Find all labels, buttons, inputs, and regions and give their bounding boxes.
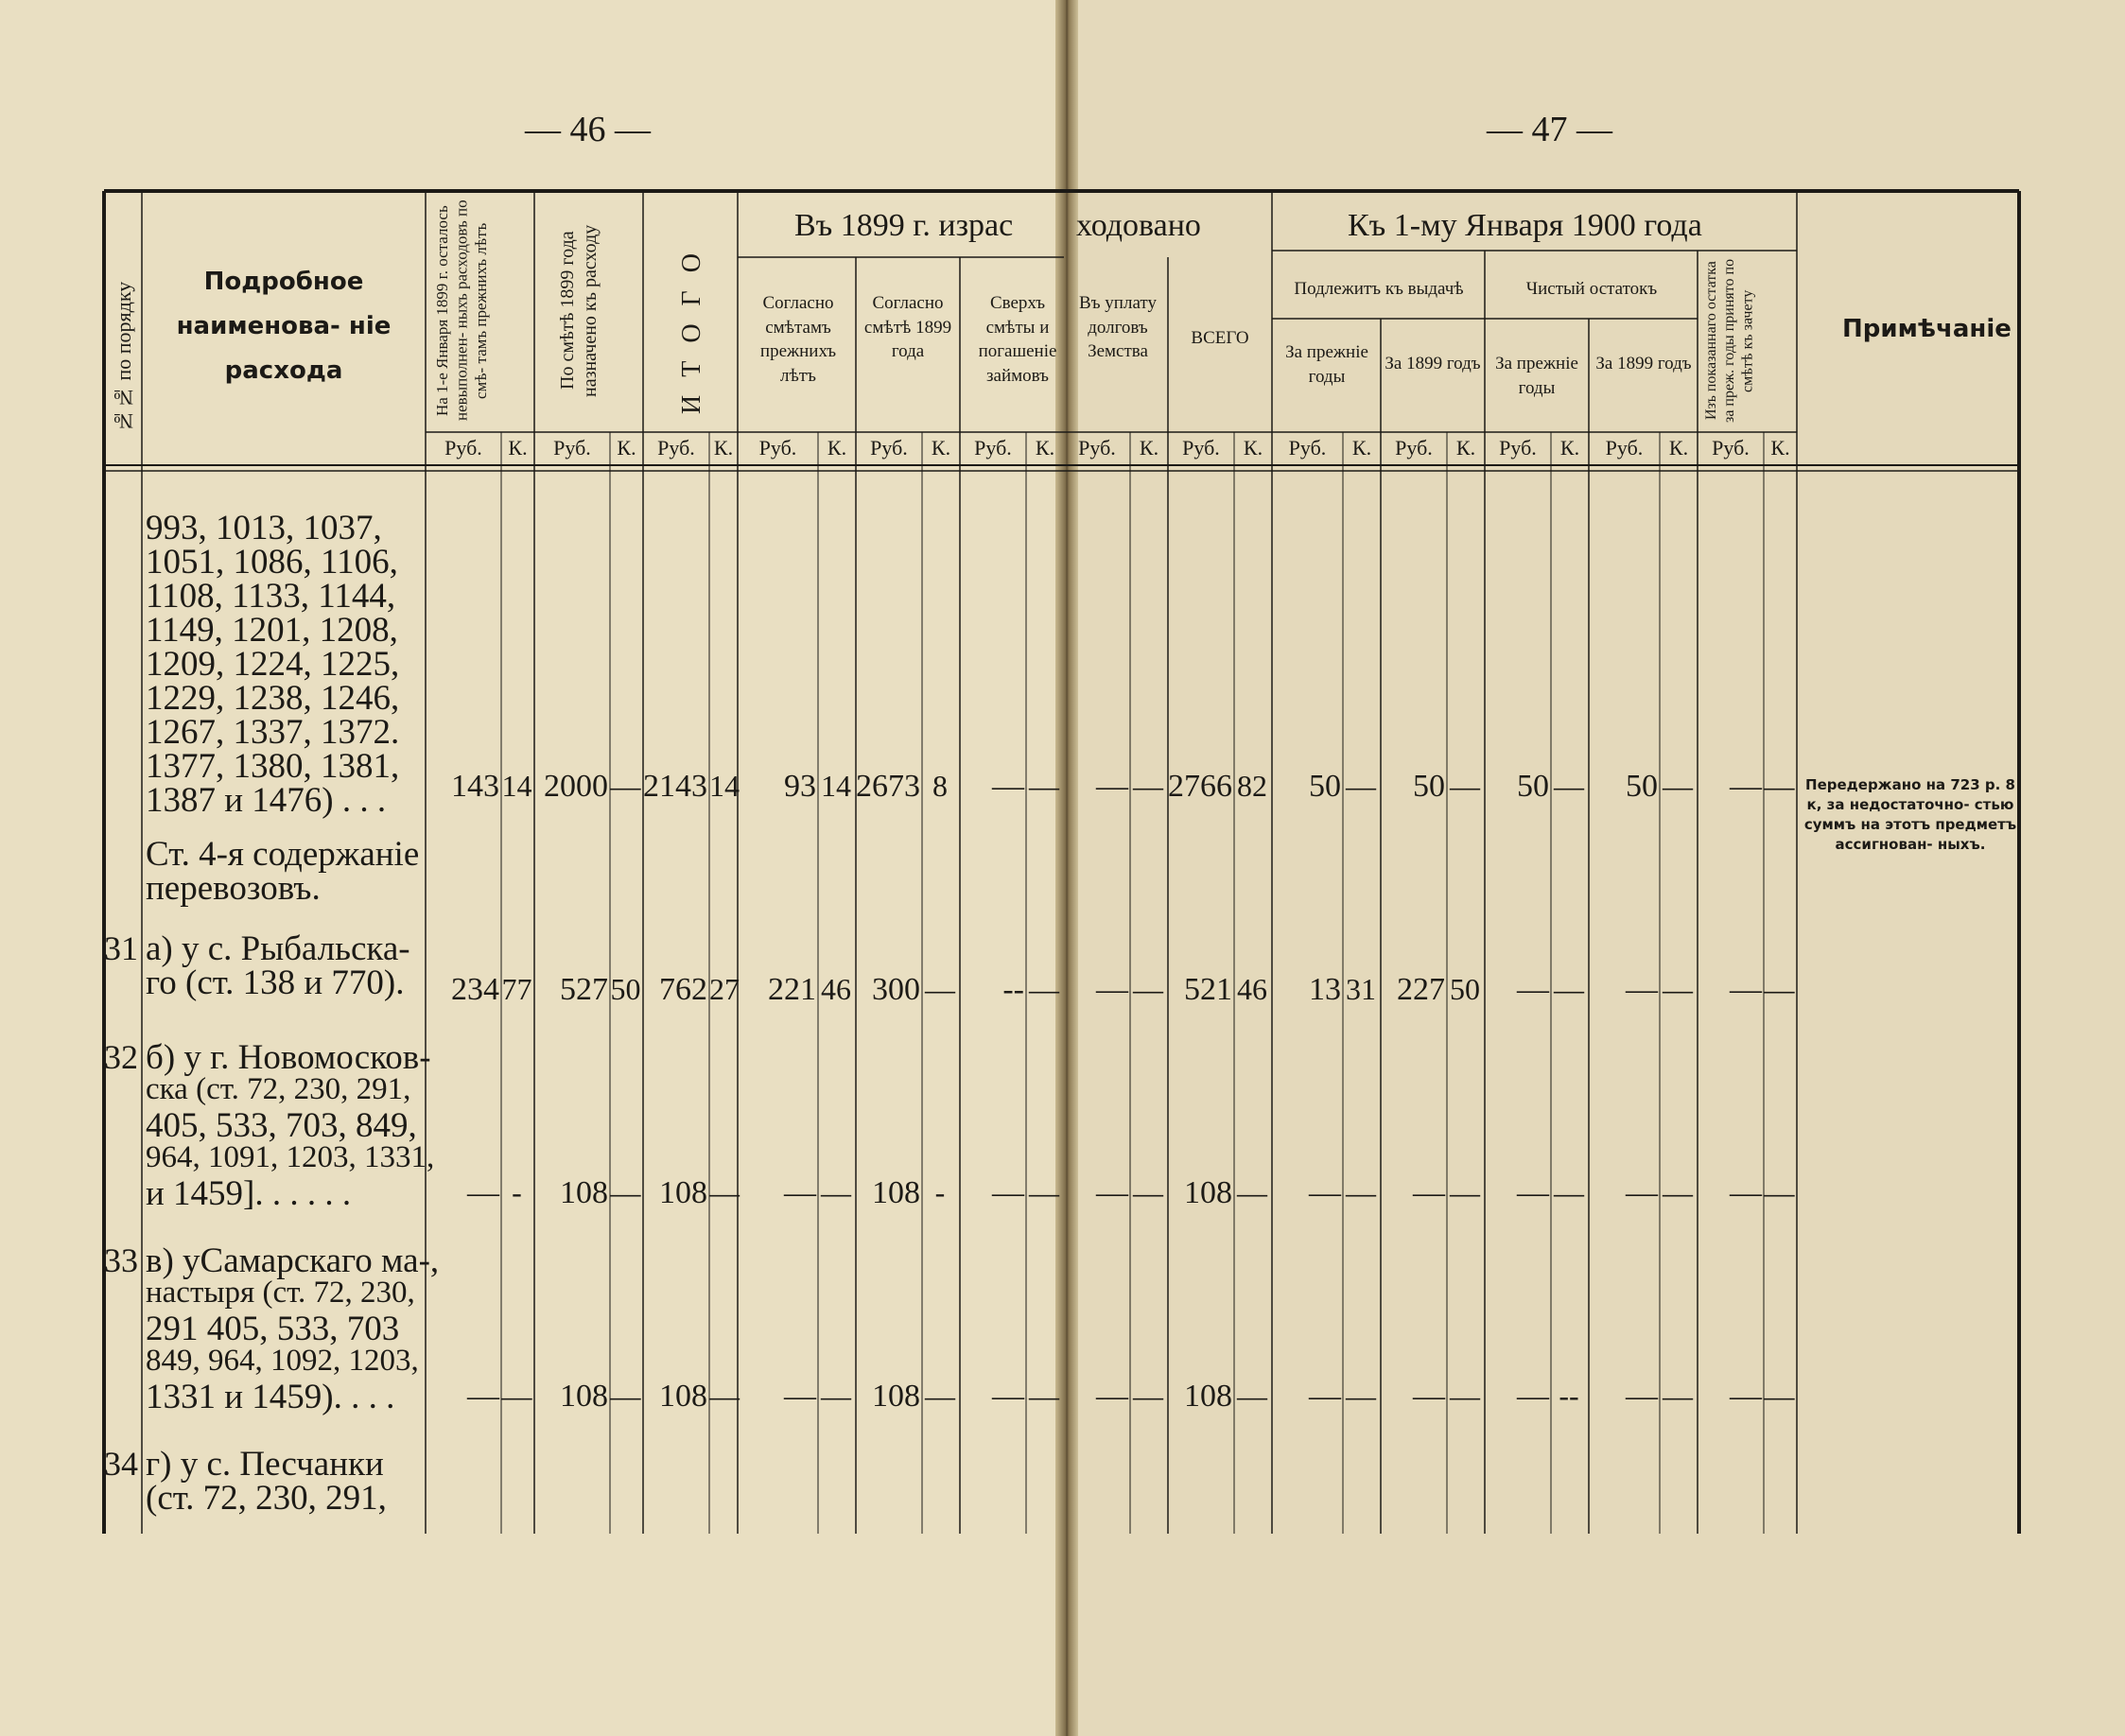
unit-rub: Руб.	[1712, 436, 1750, 460]
unit-rub: Руб.	[657, 436, 695, 460]
value-cell: —	[1554, 1175, 1584, 1209]
value-cell: —	[610, 769, 641, 803]
unit-kop: К.	[1668, 436, 1689, 460]
value-cell: 2000	[544, 769, 608, 804]
value-cell: —	[467, 1175, 499, 1210]
value-cell: —	[1096, 972, 1128, 1007]
unit-rub: Руб.	[870, 436, 908, 460]
value-cell: 50	[1309, 769, 1341, 804]
value-cell: 527	[560, 972, 608, 1007]
value-cell: —	[1413, 1175, 1445, 1210]
value-cell: 50	[1450, 972, 1480, 1006]
row-name-line: в) уСамарскаго ма-,	[146, 1241, 440, 1280]
value-cell: —	[501, 1379, 532, 1413]
header-accepted: Изъ показаннаго остатка за преж. годы принято по смѣтѣ къ зачету	[1703, 258, 1756, 424]
value-cell: —	[1029, 1379, 1059, 1413]
row-name-line: 405, 533, 703, 849,	[146, 1106, 417, 1145]
row-name-line: настыря (ст. 72, 230,	[146, 1276, 415, 1310]
page-number-right: — 47 —	[1487, 110, 1612, 149]
value-cell: —	[1517, 1175, 1549, 1210]
header-1899-a: За 1899 годъ	[1385, 354, 1481, 373]
unit-rub: Руб.	[1288, 436, 1327, 460]
value-cell: —	[709, 1175, 740, 1209]
value-cell: —	[1554, 769, 1584, 803]
row-number: 33	[104, 1241, 138, 1279]
value-cell: —	[1237, 1175, 1267, 1209]
row-name-line: перевозовъ.	[146, 869, 321, 908]
page-number-left: — 46 —	[525, 110, 651, 149]
value-cell: 108	[659, 1175, 707, 1210]
unit-kop: К.	[1455, 436, 1476, 460]
row-name-line: а) у с. Рыбальска-	[146, 929, 410, 968]
value-cell: —	[925, 1379, 955, 1413]
value-cell: 521	[1184, 972, 1232, 1007]
value-cell: —	[1096, 769, 1128, 804]
unit-rub: Руб.	[1078, 436, 1116, 460]
value-cell: 143	[451, 769, 499, 804]
row-name-line: 1377, 1380, 1381,	[146, 747, 400, 786]
value-cell: —	[821, 1175, 851, 1209]
value-cell: 108	[1184, 1175, 1232, 1210]
row-name-line: 1149, 1201, 1208,	[146, 611, 398, 650]
value-cell: 46	[1237, 972, 1267, 1006]
row-name-line: 1209, 1224, 1225,	[146, 645, 400, 684]
unit-rub: Руб.	[758, 436, 797, 460]
value-cell: —	[1029, 972, 1059, 1006]
value-cell: 14	[709, 769, 740, 803]
value-cell: 108	[872, 1379, 920, 1414]
value-cell: —	[1133, 1379, 1163, 1413]
header-net-balance: Чистый остатокъ	[1525, 279, 1658, 299]
unit-kop: К.	[827, 436, 847, 460]
value-cell: —	[1346, 1175, 1376, 1209]
header-spent-left: Въ 1899 г. израс	[794, 208, 1014, 243]
value-cell: —	[1133, 972, 1163, 1006]
row-name-line: 1051, 1086, 1106,	[146, 543, 398, 582]
row-name-line: и 1459]. . . . . .	[146, 1174, 352, 1213]
header-total: И Т О Г О	[677, 248, 706, 414]
value-cell: —	[1346, 1379, 1376, 1413]
value-cell: 31	[1346, 972, 1376, 1006]
value-cell: -	[934, 1175, 946, 1209]
unit-rub: Руб.	[974, 436, 1012, 460]
value-cell: —	[1764, 1175, 1795, 1209]
value-cell: —	[1346, 769, 1376, 803]
value-cell: —	[992, 1379, 1024, 1414]
header-name: Подробное наименова- ніе расхода	[176, 268, 392, 385]
value-cell: 108	[659, 1379, 707, 1414]
value-cell: —	[1029, 1175, 1059, 1209]
value-cell: 50	[610, 972, 641, 1006]
value-cell: —	[1133, 1175, 1163, 1209]
row-name-line: 1387 и 1476) . . .	[146, 781, 387, 820]
value-cell: 2766	[1168, 769, 1232, 804]
row-name-line: г) у с. Песчанки	[146, 1445, 384, 1484]
value-cell: 77	[501, 972, 532, 1006]
header-prev-years-a: За прежніе годы	[1285, 342, 1368, 387]
value-cell: —	[1663, 972, 1693, 1006]
unit-rub: Руб.	[1182, 436, 1220, 460]
value-cell: —	[1626, 1175, 1658, 1210]
header-all: ВСЕГО	[1191, 328, 1249, 348]
row-name-line: (ст. 72, 230, 291,	[146, 1479, 387, 1518]
value-cell: —	[1730, 1175, 1762, 1210]
value-cell: -	[512, 1175, 522, 1209]
value-cell: —	[1450, 1379, 1480, 1413]
value-cell: —	[1764, 1379, 1795, 1413]
value-cell: —	[992, 1175, 1024, 1210]
unit-kop: К.	[1139, 436, 1159, 460]
row-note: Передержано на 723 р. 8 к, за недостаточно- стью суммъ на этотъ предметъ ассигнован- ныхъ.	[1803, 776, 2017, 853]
value-cell: —	[1626, 1379, 1658, 1414]
row-number: 34	[104, 1445, 138, 1483]
value-cell: 108	[560, 1379, 608, 1414]
row-name-line: ска (ст. 72, 230, 291,	[146, 1072, 411, 1106]
value-cell: 14	[501, 769, 532, 803]
unit-rub: Руб.	[1499, 436, 1537, 460]
value-cell: —	[1237, 1379, 1267, 1413]
value-cell: —	[1663, 1175, 1693, 1209]
value-cell: 221	[768, 972, 816, 1007]
value-cell: —	[925, 972, 955, 1006]
value-cell: 27	[709, 972, 740, 1006]
row-number: 32	[104, 1038, 138, 1076]
unit-kop: К.	[1559, 436, 1580, 460]
value-cell: 46	[821, 972, 851, 1006]
value-cell: 762	[659, 972, 707, 1007]
value-cell: 50	[1413, 769, 1445, 804]
value-cell: —	[1413, 1379, 1445, 1414]
header-debts: Въ уплату долговъ Земства	[1079, 293, 1157, 362]
value-cell: —	[821, 1379, 851, 1413]
value-cell: 50	[1626, 769, 1658, 804]
value-cell: —	[1517, 1379, 1549, 1414]
unit-rub: Руб.	[1605, 436, 1644, 460]
value-cell: —	[1764, 769, 1795, 803]
row-name-line: 993, 1013, 1037,	[146, 509, 382, 547]
value-cell: —	[610, 1175, 641, 1209]
unit-kop: К.	[1351, 436, 1372, 460]
value-cell: —	[467, 1379, 499, 1414]
row-name-line: 1331 и 1459). . . .	[146, 1378, 395, 1416]
value-cell: --	[1559, 1379, 1579, 1413]
value-cell: 108	[560, 1175, 608, 1210]
value-cell: 13	[1309, 972, 1341, 1007]
value-cell: —	[709, 1379, 740, 1413]
value-cell: —	[610, 1379, 641, 1413]
header-estimate-1899: Согласно смѣтѣ 1899 года	[863, 293, 952, 362]
unit-kop: К.	[931, 436, 951, 460]
unit-rub: Руб.	[553, 436, 591, 460]
row-name-line: 964, 1091, 1203, 1331,	[146, 1140, 435, 1174]
value-cell: 2143	[643, 769, 707, 804]
value-cell: —	[1096, 1175, 1128, 1210]
value-cell: 227	[1397, 972, 1445, 1007]
value-cell: —	[1450, 1175, 1480, 1209]
value-cell: —	[1309, 1379, 1341, 1414]
value-cell: 8	[932, 769, 948, 803]
value-cell: —	[1663, 769, 1693, 803]
unit-kop: К.	[1770, 436, 1790, 460]
row-name-line: 1267, 1337, 1372.	[146, 713, 400, 752]
value-cell: —	[1626, 972, 1658, 1007]
value-cell: —	[1517, 972, 1549, 1007]
row-name-line: 849, 964, 1092, 1203,	[146, 1344, 419, 1378]
header-to-pay: Подлежитъ къ выдачѣ	[1294, 279, 1464, 299]
row-name-line: Ст. 4-я содержаніе	[146, 835, 420, 874]
row-number: 31	[104, 929, 138, 967]
row-name-line: б) у г. Новомосков-	[146, 1038, 431, 1077]
value-cell: —	[1730, 972, 1762, 1007]
header-1899-b: За 1899 годъ	[1595, 354, 1692, 373]
value-cell: 82	[1237, 769, 1267, 803]
value-cell: 234	[451, 972, 499, 1007]
row-name-line: го (ст. 138 и 770).	[146, 963, 405, 1002]
value-cell: —	[1554, 972, 1584, 1006]
value-cell: —	[1096, 1379, 1128, 1414]
row-name-line: 291 405, 533, 703	[146, 1310, 400, 1348]
value-cell: —	[992, 769, 1024, 804]
value-cell: —	[1450, 769, 1480, 803]
value-cell: 108	[1184, 1379, 1232, 1414]
value-cell: 108	[872, 1175, 920, 1210]
value-cell: —	[1764, 972, 1795, 1006]
value-cell: --	[1002, 972, 1024, 1007]
header-remaining: На 1-е Января 1899 г. осталось невыполнен- ныхъ расходовъ по смѣ- тамъ прежнихъ лѣтъ	[433, 200, 490, 422]
header-prev-years-b: За прежніе годы	[1495, 354, 1578, 398]
unit-kop: К.	[713, 436, 734, 460]
value-cell: 300	[872, 972, 920, 1007]
unit-kop: К.	[508, 436, 528, 460]
value-cell: 2673	[856, 769, 920, 804]
unit-kop: К.	[1035, 436, 1055, 460]
value-cell: —	[1663, 1379, 1693, 1413]
value-cell: 50	[1517, 769, 1549, 804]
header-jan-1900: Къ 1-му Января 1900 года	[1348, 208, 1702, 243]
value-cell: —	[1730, 769, 1762, 804]
unit-kop: К.	[1243, 436, 1263, 460]
row-name-line: 1229, 1238, 1246,	[146, 679, 400, 718]
unit-rub: Руб.	[1395, 436, 1433, 460]
header-spent-right: ходовано	[1076, 208, 1201, 243]
value-cell: —	[784, 1175, 816, 1210]
value-cell: 93	[784, 769, 816, 804]
value-cell: —	[1029, 769, 1059, 803]
header-note: Примѣчаніе	[1842, 315, 2012, 343]
value-cell: —	[1133, 769, 1163, 803]
header-over-estimate: Сверхъ смѣты и погашеніе займовъ	[978, 293, 1057, 386]
value-cell: 14	[821, 769, 851, 803]
value-cell: —	[784, 1379, 816, 1414]
value-cell: —	[1730, 1379, 1762, 1414]
unit-kop: К.	[617, 436, 636, 460]
row-name-line: 1108, 1133, 1144,	[146, 577, 396, 616]
value-cell: —	[1309, 1175, 1341, 1210]
header-num: №№ по порядку	[112, 281, 135, 433]
header-prev-estimates: Согласно смѣтамъ прежнихъ лѣтъ	[759, 293, 837, 386]
unit-rub: Руб.	[444, 436, 482, 460]
header-budget: По смѣтѣ 1899 года назначено къ расходу	[557, 224, 601, 397]
